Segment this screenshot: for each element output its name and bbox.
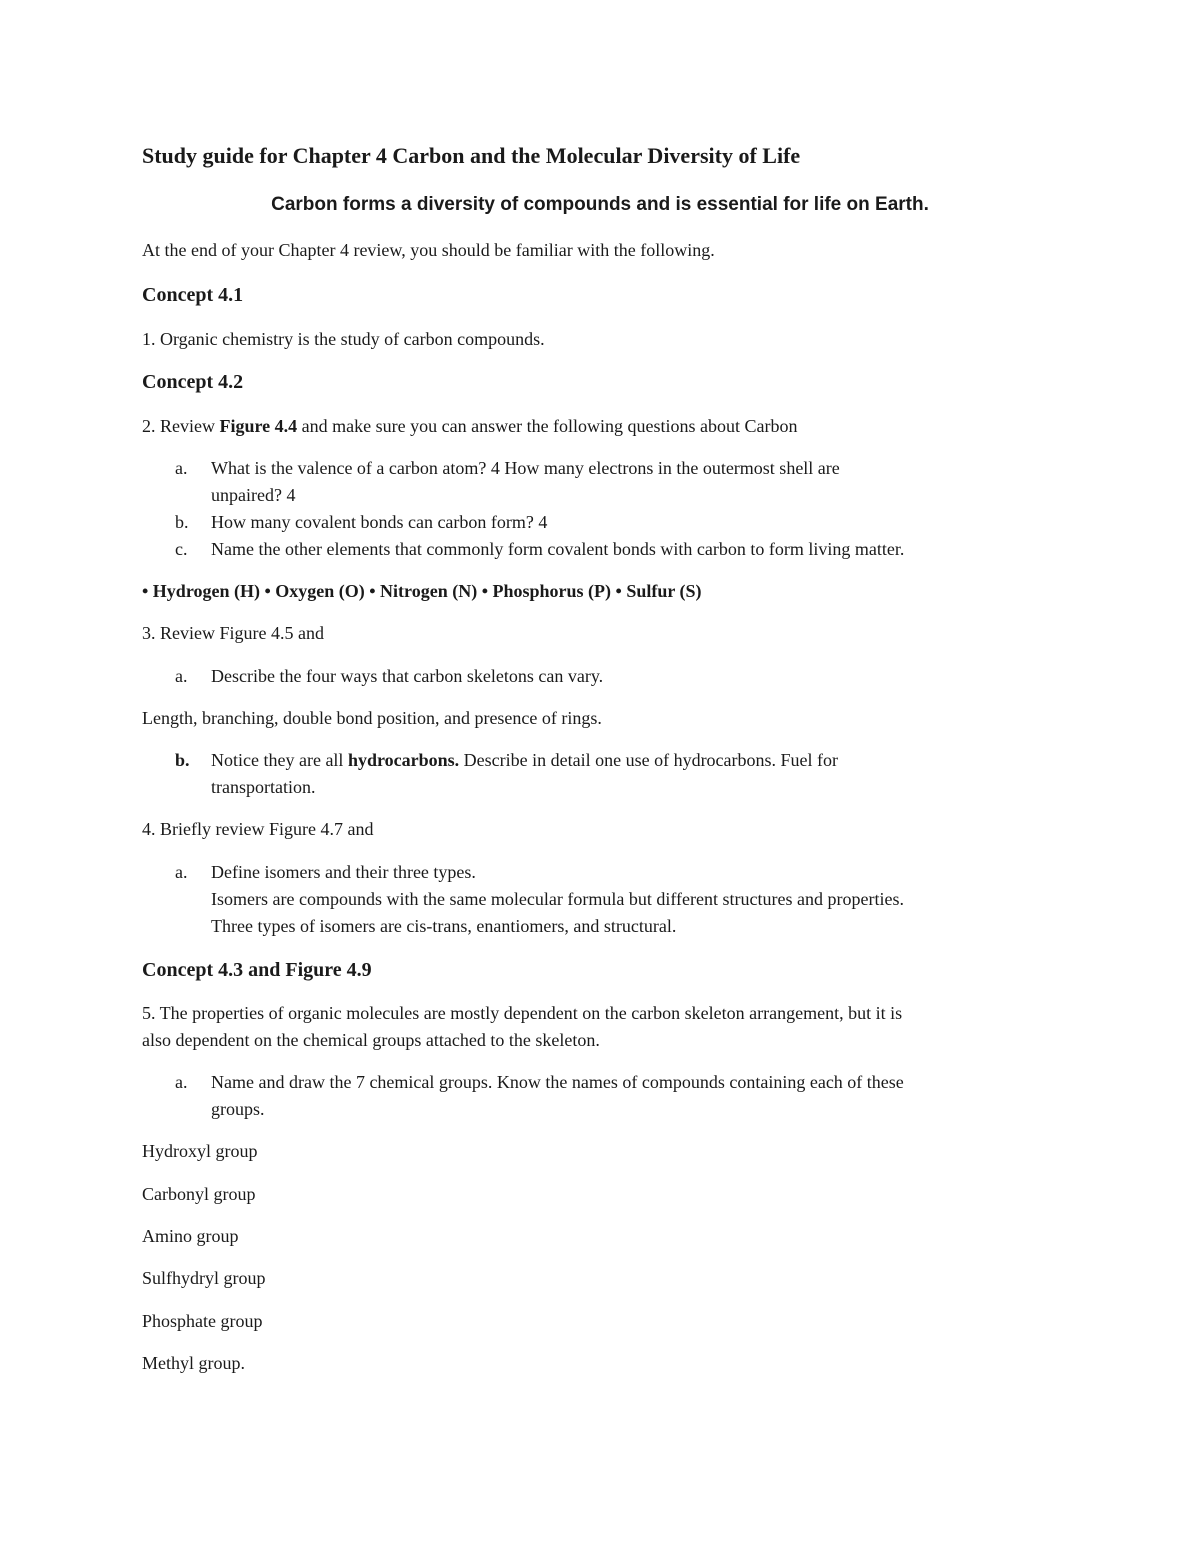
group-carbonyl: Carbonyl group — [142, 1184, 256, 1204]
concept-4-3-heading: Concept 4.3 and Figure 4.9 — [142, 959, 372, 981]
q3-a-marker: a. — [175, 666, 188, 686]
q4-a-line2: Isomers are compounds with the same molecular formula but different structures and properties. — [211, 889, 904, 909]
subtitle-text: Carbon forms a diversity of compounds and is essential for life on Earth. — [271, 194, 929, 215]
q5-a-line1: Name and draw the 7 chemical groups. Know the names of compounds containing each of these — [211, 1072, 904, 1092]
group-methyl: Methyl group. — [142, 1353, 245, 1373]
q2-c-text: Name the other elements that commonly form covalent bonds with carbon to form living matter. — [211, 539, 905, 559]
group-phosphate: Phosphate group — [142, 1311, 263, 1331]
question-1: 1. Organic chemistry is the study of carbon compounds. — [142, 329, 545, 349]
concept-4-1-heading: Concept 4.1 — [142, 284, 244, 306]
q3-b-marker: b. — [175, 750, 190, 770]
q2-b-marker: b. — [175, 512, 189, 532]
q5-a-line2: groups. — [211, 1099, 265, 1119]
intro-text: At the end of your Chapter 4 review, you should be familiar with the following. — [142, 240, 715, 260]
question-5-line2: also dependent on the chemical groups attached to the skeleton. — [142, 1030, 600, 1050]
group-amino: Amino group — [142, 1226, 239, 1246]
q5-a-marker: a. — [175, 1072, 188, 1092]
q2-a-line1: What is the valence of a carbon atom? 4 How many electrons in the outermost shell are — [211, 458, 840, 478]
q3-a-text: Describe the four ways that carbon skeletons can vary. — [211, 666, 604, 686]
q3-b-line2: transportation. — [211, 777, 316, 797]
q2-c-marker: c. — [175, 539, 188, 559]
question-2-prefix: 2. Review — [142, 416, 220, 436]
group-sulfhydryl: Sulfhydryl group — [142, 1268, 266, 1288]
question-2-suffix: and make sure you can answer the following questions about Carbon — [297, 416, 798, 436]
q3-b-suffix: Describe in detail one use of hydrocarbons. Fuel for — [459, 750, 839, 770]
group-hydroxyl: Hydroxyl group — [142, 1141, 258, 1161]
q3-b-bold: hydrocarbons. — [347, 750, 460, 770]
document-subtitle — [0, 194, 1200, 216]
question-2-figure: Figure 4.4 — [219, 416, 298, 436]
document-title: Study guide for Chapter 4 Carbon and the Molecular Diversity of Life — [142, 143, 801, 168]
q2-a-marker: a. — [175, 458, 188, 478]
concept-4-2-heading: Concept 4.2 — [142, 371, 244, 393]
question-4: 4. Briefly review Figure 4.7 and — [142, 819, 374, 839]
q3-answer: Length, branching, double bond position, and presence of rings. — [142, 708, 602, 728]
q4-a-line3: Three types of isomers are cis-trans, enantiomers, and structural. — [211, 916, 677, 936]
elements-list: • Hydrogen (H) • Oxygen (O) • Nitrogen (N) • Phosphorus (P) • Sulfur (S) — [142, 581, 702, 601]
q4-a-marker: a. — [175, 862, 188, 882]
q4-a-line1: Define isomers and their three types. — [211, 862, 476, 882]
question-3: 3. Review Figure 4.5 and — [142, 623, 324, 643]
q2-b-text: How many covalent bonds can carbon form? 4 — [211, 512, 548, 532]
question-5-line1: 5. The properties of organic molecules are mostly dependent on the carbon skeleton arrangement, but it is — [142, 1003, 903, 1023]
question-2 — [142, 416, 798, 437]
q2-a-line2: unpaired? 4 — [211, 485, 296, 505]
q3-b-line1 — [211, 750, 838, 771]
q3-b-prefix: Notice they are all — [211, 750, 348, 770]
